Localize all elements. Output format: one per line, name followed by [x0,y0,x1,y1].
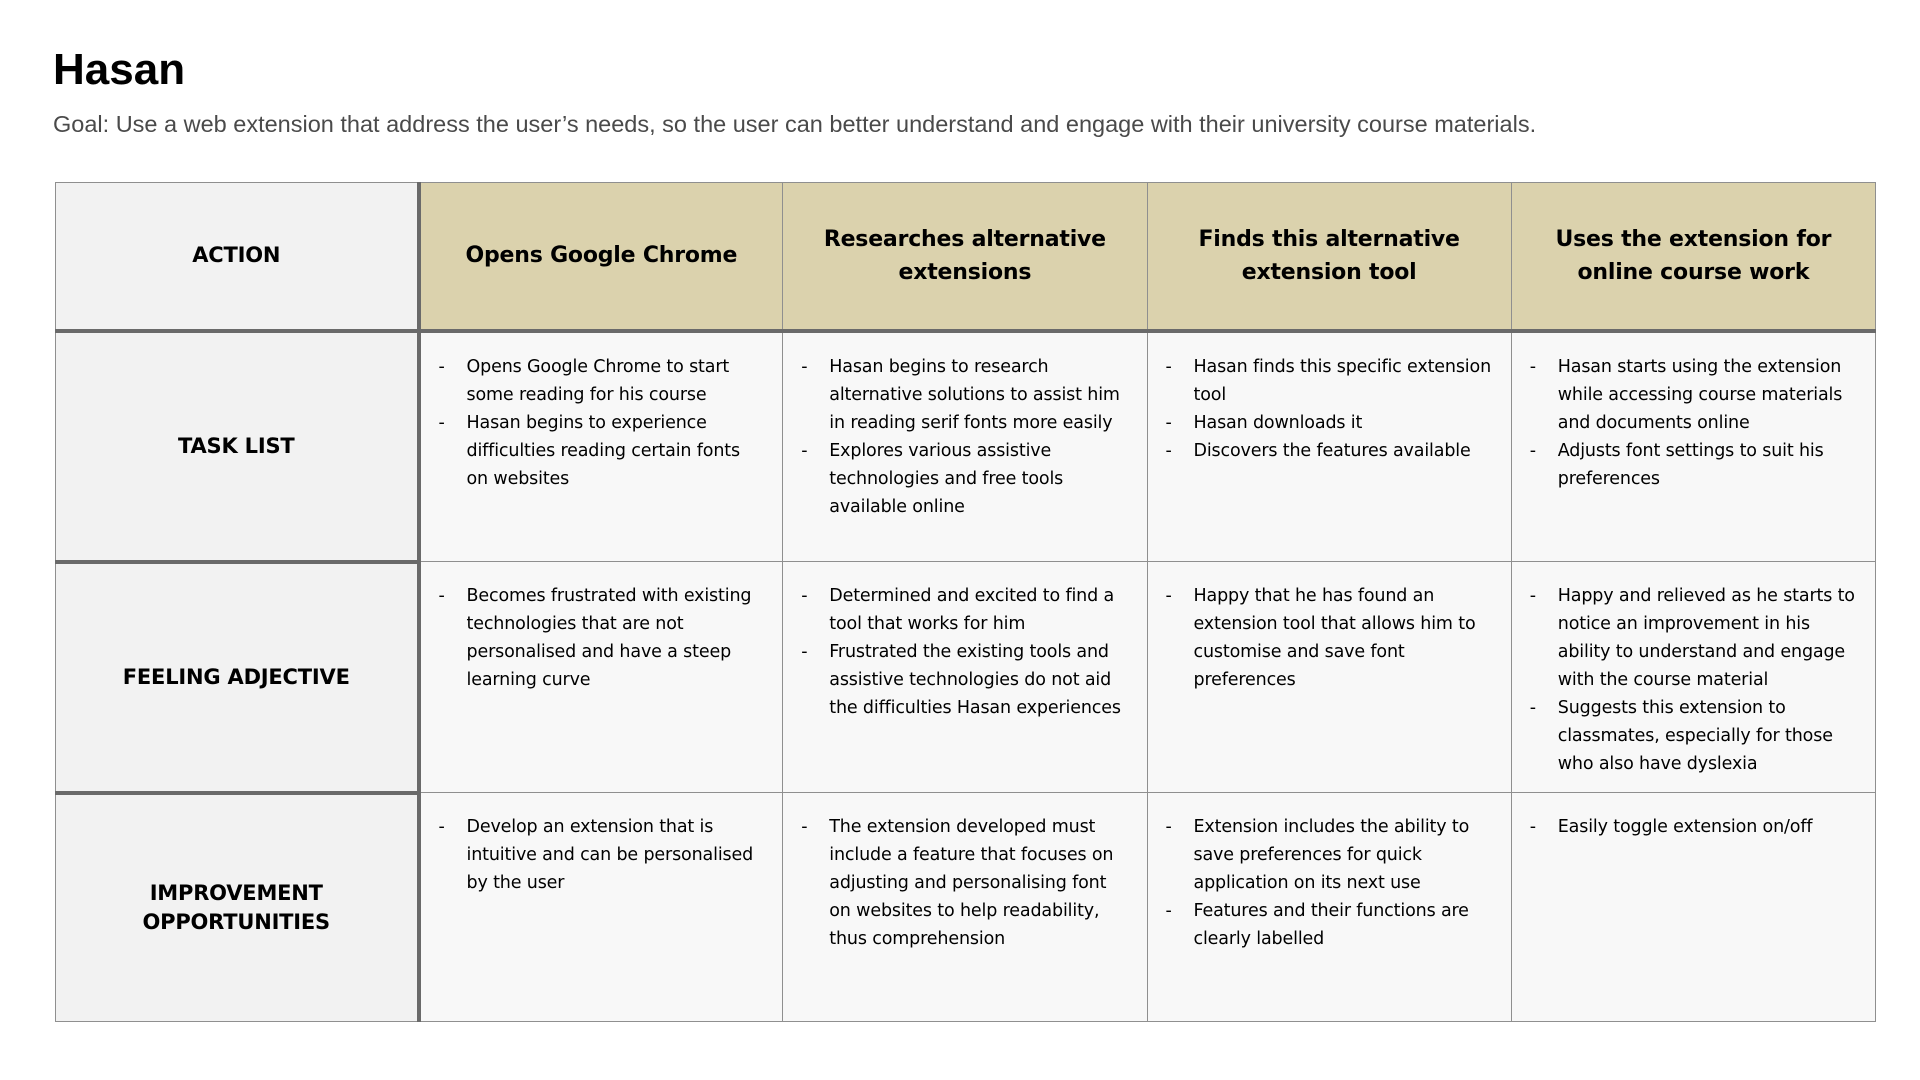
bullet-list [1528,353,1857,493]
feeling-cell-3 [1147,562,1511,793]
task-list-cell-3 [1147,331,1511,562]
feeling-adjective-label: FEELING ADJECTIVE [56,562,419,793]
bullet-list [799,582,1128,722]
list-item: - Hasan starts using the extension while accessing course materials and documents online [1528,353,1857,437]
feeling-adjective-row [56,562,1876,793]
list-item: - Hasan downloads it [1164,409,1493,437]
improvement-opportunities-label: IMPROVEMENT OPPORTUNITIES [56,793,419,1022]
list-item: - The extension developed must include a feature that focuses on adjusting and personalising font on websites to help readability, thus comprehension [799,813,1128,953]
list-item: - Hasan begins to research alternative solutions to assist him in reading serif fonts more easily [799,353,1128,437]
task-list-label: TASK LIST [56,331,419,562]
page-title: Hasan [53,45,186,94]
list-item: - Discovers the features available [1164,437,1493,465]
list-item: - Opens Google Chrome to start some reading for his course [437,353,765,409]
bullet-list [1528,582,1857,778]
action-header-label: ACTION [56,183,419,331]
task-list-cell-1 [419,331,783,562]
task-list-cell-4 [1511,331,1875,562]
list-item: - Develop an extension that is intuitive and can be personalised by the user [437,813,765,897]
task-list-cell-2 [783,331,1147,562]
list-item: - Explores various assistive technologies and free tools available online [799,437,1128,521]
feeling-cell-4 [1511,562,1875,793]
improvement-cell-1 [419,793,783,1022]
step-header-3: Finds this alternative extension tool [1147,183,1511,331]
bullet-list [1164,353,1493,465]
bullet-list [437,813,765,897]
step-header-2: Researches alternative extensions [783,183,1147,331]
improvement-opportunities-row [56,793,1876,1022]
header-row [56,183,1876,331]
list-item: - Happy that he has found an extension tool that allows him to customise and save font preferences [1164,582,1493,694]
bullet-list [799,813,1128,953]
goal-statement: Goal: Use a web extension that address the user’s needs, so the user can better understand and engage with their university course materials. [53,111,1537,137]
improvement-cell-2 [783,793,1147,1022]
bullet-list [1528,813,1857,841]
bullet-list [437,353,765,493]
step-header-4: Uses the extension for online course work [1511,183,1875,331]
bullet-list [1164,813,1493,953]
feeling-cell-2 [783,562,1147,793]
list-item: - Hasan begins to experience difficulties reading certain fonts on websites [437,409,765,493]
improvement-cell-3 [1147,793,1511,1022]
bullet-list [437,582,765,694]
improvement-cell-4 [1511,793,1875,1022]
list-item: - Easily toggle extension on/off [1528,813,1857,841]
list-item: - Adjusts font settings to suit his preferences [1528,437,1857,493]
list-item: - Hasan finds this specific extension tool [1164,353,1493,409]
list-item: - Frustrated the existing tools and assistive technologies do not aid the difficulties Hasan experiences [799,638,1128,722]
list-item: - Features and their functions are clearly labelled [1164,897,1493,953]
task-list-row [56,331,1876,562]
list-item: - Determined and excited to find a tool that works for him [799,582,1128,638]
step-header-1: Opens Google Chrome [419,183,783,331]
list-item: - Extension includes the ability to save preferences for quick application on its next use [1164,813,1493,897]
feeling-cell-1 [419,562,783,793]
list-item: - Becomes frustrated with existing technologies that are not personalised and have a steep learning curve [437,582,765,694]
bullet-list [799,353,1128,521]
list-item: - Suggests this extension to classmates, especially for those who also have dyslexia [1528,694,1857,778]
journey-map-table [55,182,1876,1022]
list-item: - Happy and relieved as he starts to notice an improvement in his ability to understand and engage with the course material [1528,582,1857,694]
bullet-list [1164,582,1493,694]
